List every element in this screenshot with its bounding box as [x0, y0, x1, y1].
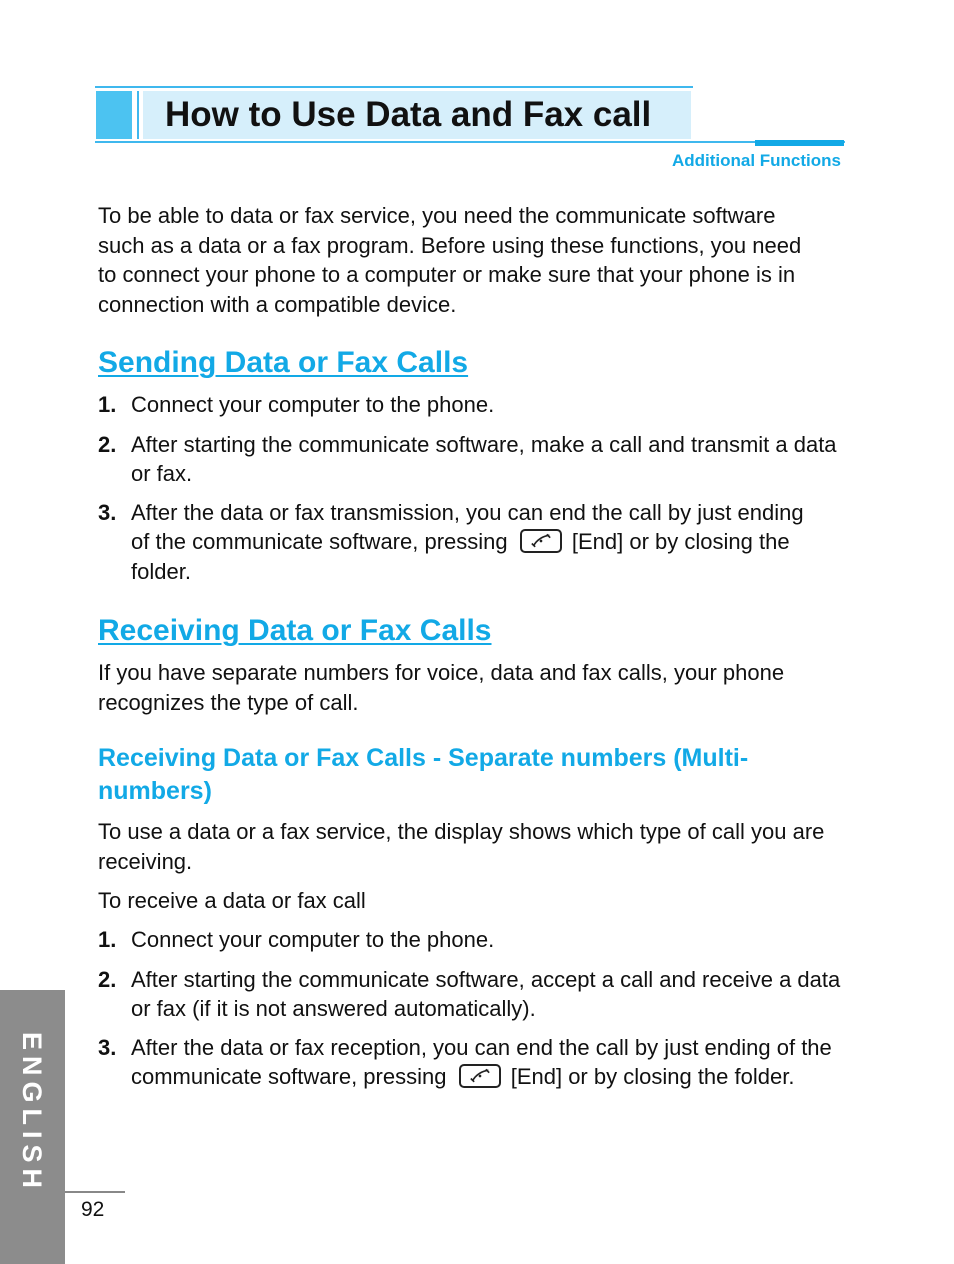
step-number: 2.	[98, 966, 117, 992]
step-number: 3.	[98, 499, 117, 525]
header-bottom-rule	[95, 141, 845, 143]
step-text-after: [End] or by closing the folder.	[131, 529, 790, 584]
list-item	[98, 430, 848, 489]
step-text: Connect your computer to the phone.	[131, 392, 495, 417]
page-number: 92	[81, 1198, 105, 1221]
language-label: ENGLISH	[17, 1032, 47, 1195]
receiving-intro: If you have separate numbers for voice, data and fax calls, your phone recognizes the type of call.	[98, 660, 785, 715]
receiving-subheading: Receiving Data or Fax Calls - Separate numbers (Multi-numbers)	[98, 744, 749, 805]
receiving-sub-intro: To use a data or a fax service, the display shows which type of call you are receiving.	[98, 819, 825, 874]
receiving-lead: To receive a data or fax call	[98, 888, 366, 913]
header-right-bar	[755, 140, 844, 146]
step-text-before: After the data or fax reception, you can end the call by just ending of the communicate software, pressing	[131, 1034, 832, 1089]
step-number: 2.	[98, 431, 117, 457]
end-call-key-icon	[459, 1064, 501, 1088]
receiving-heading: Receiving Data or Fax Calls	[98, 614, 492, 647]
intro-paragraph: To be able to data or fax service, you need the communicate software such as a data or a fax program. Before using these functions, you need to connect your phone to a computer or make sure that your phone is in connection with a compatible device.	[98, 203, 802, 317]
end-call-key-icon	[520, 529, 562, 553]
step-number: 1.	[98, 927, 117, 952]
receiving-steps	[98, 925, 858, 1092]
list-item	[98, 498, 848, 587]
step-text: Connect your computer to the phone.	[131, 927, 495, 952]
sending-heading: Sending Data or Fax Calls	[98, 346, 469, 379]
sending-steps	[98, 390, 848, 586]
header-accent-square	[96, 91, 132, 139]
step-text: After starting the communicate software, make a call and transmit a data or fax.	[131, 431, 837, 486]
list-item	[98, 1033, 858, 1092]
page-number-rule	[65, 1191, 125, 1193]
step-text: After starting the communicate software, accept a call and receive a data or fax (if it is not answered automatically).	[131, 966, 841, 1021]
page-title: How to Use Data and Fax call	[165, 95, 652, 134]
header-divider	[137, 91, 139, 139]
list-item	[98, 390, 848, 420]
step-text-before: After the data or fax transmission, you can end the call by just ending of the communicate software, pressing	[131, 499, 804, 554]
step-text-after: [End] or by closing the folder.	[510, 1064, 795, 1089]
section-tag: Additional Functions	[671, 151, 841, 170]
list-item	[98, 925, 858, 955]
header-top-rule	[95, 86, 693, 88]
step-number: 3.	[98, 1034, 117, 1060]
list-item	[98, 965, 858, 1024]
step-number: 1.	[98, 392, 117, 417]
